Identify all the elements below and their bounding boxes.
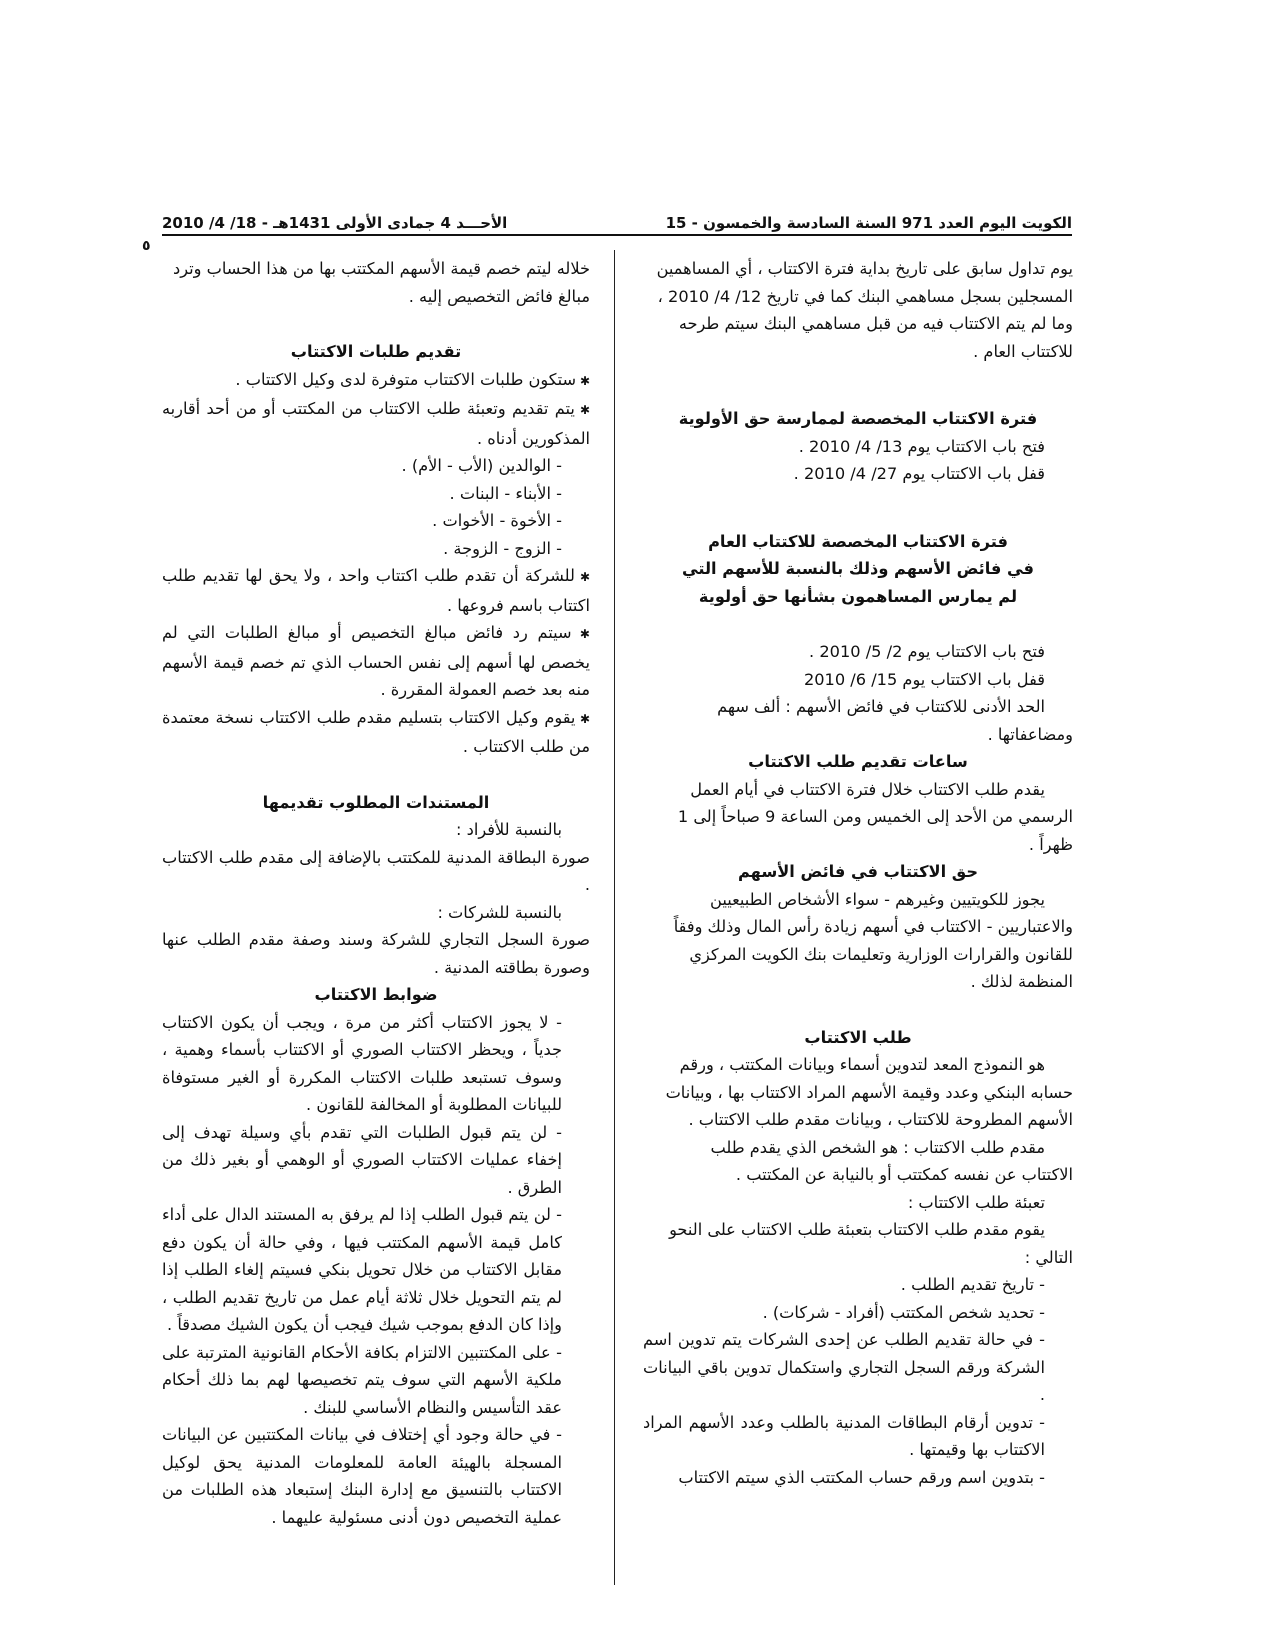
paragraph: للاكتتاب العام . bbox=[973, 341, 1073, 361]
rule-item: - لن يتم قبول الطلبات التي تقدم بأي وسيلة تهدف إلى إخفاء عمليات الاكتتاب الصوري أو الوهمي أو بغير ذلك من الطرق . bbox=[162, 1122, 562, 1197]
paragraph: التالي : bbox=[1024, 1247, 1073, 1267]
rule-item: - في حالة وجود أي إختلاف في بيانات المكتتبين عن البيانات المسجلة بالهيئة العامة للمعلومات المدنية يحق لوكيل الاكتتاب بالتنسيق مع إدارة البنك إستبعاد هذه الطلبات من عملية التخصيص دون أدنى مسئولية عليهما . bbox=[162, 1425, 562, 1527]
paragraph: يجوز للكويتيين وغيرهم - سواء الأشخاص الطبيعيين bbox=[710, 889, 1045, 909]
bullet-item: ✱ سيتم رد فائض مبالغ التخصيص أو مبالغ الطلبات التي لم يخصص لها أسهم إلى نفس الحساب الذي تم خصم قيمة الأسهم منه بعد خصم العمولة المقررة . bbox=[162, 619, 590, 704]
date-line: قفل باب الاكتتاب يوم 27/ 4/ 2010 . bbox=[793, 464, 1045, 483]
paragraph: صورة السجل التجاري للشركة وسند وصفة مقدم الطلب عنها وصورة بطاقته المدنية . bbox=[162, 930, 590, 977]
list-item: - تدوين أرقام البطاقات المدنية بالطلب وعدد الأسهم المراد الاكتتاب بها وقيمتها . bbox=[643, 1412, 1045, 1459]
paragraph: والاعتباريين - الاكتتاب في أسهم زيادة رأس المال وذلك وفقاً bbox=[673, 917, 1073, 936]
date-line: الحد الأدنى للاكتتاب في فائض الأسهم : ألف سهم bbox=[717, 697, 1045, 716]
header-right: الكويت اليوم العدد 971 السنة السادسة والخمسون - 15 bbox=[665, 214, 1072, 232]
paragraph: مقدم طلب الاكتتاب : هو الشخص الذي يقدم طلب bbox=[710, 1137, 1045, 1157]
bullet-item: ✱ ستكون طلبات الاكتتاب متوفرة لدى وكيل الاكتتاب . bbox=[162, 366, 590, 396]
list-item: - الأخوة - الأخوات . bbox=[432, 511, 562, 530]
paragraph: هو النموذج المعد لتدوين أسماء وبيانات المكتتب ، ورقم bbox=[679, 1055, 1045, 1074]
paragraph: الاكتتاب عن نفسه كمكتتب أو بالنيابة عن المكتتب . bbox=[735, 1165, 1073, 1184]
bullet-item: ✱ يقوم وكيل الاكتتاب بتسليم مقدم طلب الاكتتاب نسخة معتمدة من طلب الاكتتاب . bbox=[162, 704, 590, 761]
column-divider bbox=[614, 250, 615, 1585]
paragraph: يقدم طلب الاكتتاب خلال فترة الاكتتاب في أيام العمل bbox=[690, 779, 1045, 799]
paragraph: صورة البطاقة المدنية للمكتتب بالإضافة إلى مقدم طلب الاكتتاب . bbox=[162, 847, 590, 894]
date-line: ومضاعفاتها . bbox=[987, 724, 1073, 744]
paragraph: الرسمي من الأحد إلى الخميس ومن الساعة 9 صباحاً إلى 1 bbox=[677, 807, 1073, 826]
rule-item: - لن يتم قبول الطلب إذا لم يرفق به المستند الدال على أداء كامل قيمة الأسهم المكتتب فيها ، وفي حالة أن يكون دفع مقابل الاكتتاب من خلال تحويل بنكي فسيتم إلغاء الطلب إذا لم يتم التحويل خلال ثلاثة أيام عمل من تاريخ تقديم الطلب ، وإذا كان الدفع بموجب شيك فيجب أن يكون الشيك مصدقاً . bbox=[162, 1205, 562, 1334]
section-heading: ضوابط الاكتتاب bbox=[314, 985, 438, 1004]
list-item: - الأبناء - البنات . bbox=[449, 483, 562, 503]
paragraph: المسجلين بسجل مساهمي البنك كما في تاريخ 12/ 4/ 2010 ، bbox=[657, 286, 1073, 306]
paragraph: مبالغ فائض التخصيص إليه . bbox=[408, 286, 590, 306]
paragraph: يوم تداول سابق على تاريخ بداية فترة الاكتتاب ، أي المساهمين bbox=[656, 259, 1073, 278]
date-line: فتح باب الاكتتاب يوم 2/ 5/ 2010 . bbox=[809, 642, 1045, 661]
section-heading: حق الاكتتاب في فائض الأسهم bbox=[737, 862, 979, 881]
paragraph: حسابه البنكي وعدد وقيمة الأسهم المراد الاكتتاب بها ، وبيانات bbox=[665, 1082, 1073, 1102]
list-item: - بتدوين اسم ورقم حساب المكتتب الذي سيتم الاكتتاب bbox=[678, 1467, 1045, 1487]
page-mark: ٥ bbox=[142, 238, 151, 254]
list-item: - الوالدين (الأب - الأم) . bbox=[401, 456, 562, 475]
section-heading: تقديم طلبات الاكتتاب bbox=[290, 342, 462, 361]
paragraph: المنظمة لذلك . bbox=[970, 972, 1073, 991]
label: تعبئة طلب الاكتتاب : bbox=[907, 1192, 1045, 1212]
page-header bbox=[162, 198, 1072, 236]
paragraph: الأسهم المطروحة للاكتتاب ، وبيانات مقدم طلب الاكتتاب . bbox=[688, 1110, 1073, 1129]
bullet-item: ✱ يتم تقديم وتعبئة طلب الاكتتاب من المكتتب أو من أحد أقاربه المذكورين أدناه . bbox=[162, 395, 590, 452]
section-heading: ساعات تقديم طلب الاكتتاب bbox=[748, 752, 968, 771]
right-column bbox=[643, 255, 1073, 1590]
date-line: فتح باب الاكتتاب يوم 13/ 4/ 2010 . bbox=[798, 436, 1045, 456]
section-heading: المستندات المطلوب تقديمها bbox=[262, 792, 490, 812]
label: بالنسبة للأفراد : bbox=[456, 820, 562, 839]
rule-item: - لا يجوز الاكتتاب أكثر من مرة ، ويجب أن يكون الاكتتاب جدياً ، ويحظر الاكتتاب الصوري أو الاكتتاب بأسماء وهمية ، وسوف تستبعد طلبات الاكتتاب المكررة أو الغير مستوفاة للبيانات المطلوبة أو المخالفة للقانون . bbox=[162, 1012, 562, 1114]
paragraph: خلاله ليتم خصم قيمة الأسهم المكتتب بها من هذا الحساب وترد bbox=[173, 259, 590, 278]
section-heading: فترة الاكتتاب المخصصة لممارسة حق الأولوية bbox=[678, 409, 1038, 428]
paragraph: وما لم يتم الاكتتاب فيه من قبل مساهمي البنك سيتم طرحه bbox=[678, 314, 1073, 333]
label: بالنسبة للشركات : bbox=[437, 902, 562, 922]
section-heading: طلب الاكتتاب bbox=[804, 1027, 912, 1047]
section-heading: لم يمارس المساهمون بشأنها حق أولوية bbox=[698, 586, 1018, 606]
date-line: قفل باب الاكتتاب يوم 15/ 6/ 2010 bbox=[803, 669, 1045, 689]
section-heading: في فائض الأسهم وذلك بالنسبة للأسهم التي bbox=[681, 559, 1035, 578]
list-item: - تحديد شخص المكتتب (أفراد - شركات) . bbox=[762, 1302, 1045, 1322]
rule-item: - على المكتتبين الالتزام بكافة الأحكام القانونية المترتبة على ملكية الأسهم التي سوف يتم تخصيصها لهم بما ذلك أحكام عقد التأسيس والنظام الأساسي للبنك . bbox=[162, 1342, 562, 1417]
list-item: - الزوج - الزوجة . bbox=[443, 538, 562, 558]
bullet-item: ✱ للشركة أن تقدم طلب اكتتاب واحد ، ولا يحق لها تقديم طلب اكتتاب باسم فروعها . bbox=[162, 562, 590, 619]
header-left: الأحـــد 4 جمادى الأولى 1431هـ - 18/ 4/ 2010 bbox=[162, 214, 508, 232]
paragraph: يقوم مقدم طلب الاكتتاب بتعبئة طلب الاكتتاب على النحو bbox=[669, 1220, 1045, 1239]
paragraph: ظهراً . bbox=[1028, 834, 1073, 854]
list-item: - في حالة تقديم الطلب عن إحدى الشركات يتم تدوين اسم الشركة ورقم السجل التجاري واستكمال تدوين باقي البيانات . bbox=[643, 1330, 1045, 1404]
section-heading: فترة الاكتتاب المخصصة للاكتتاب العام bbox=[708, 531, 1008, 551]
paragraph: للقانون والقرارات الوزارية وتعليمات بنك الكويت المركزي bbox=[689, 944, 1073, 964]
list-item: - تاريخ تقديم الطلب . bbox=[900, 1275, 1045, 1294]
left-column bbox=[162, 255, 590, 1590]
